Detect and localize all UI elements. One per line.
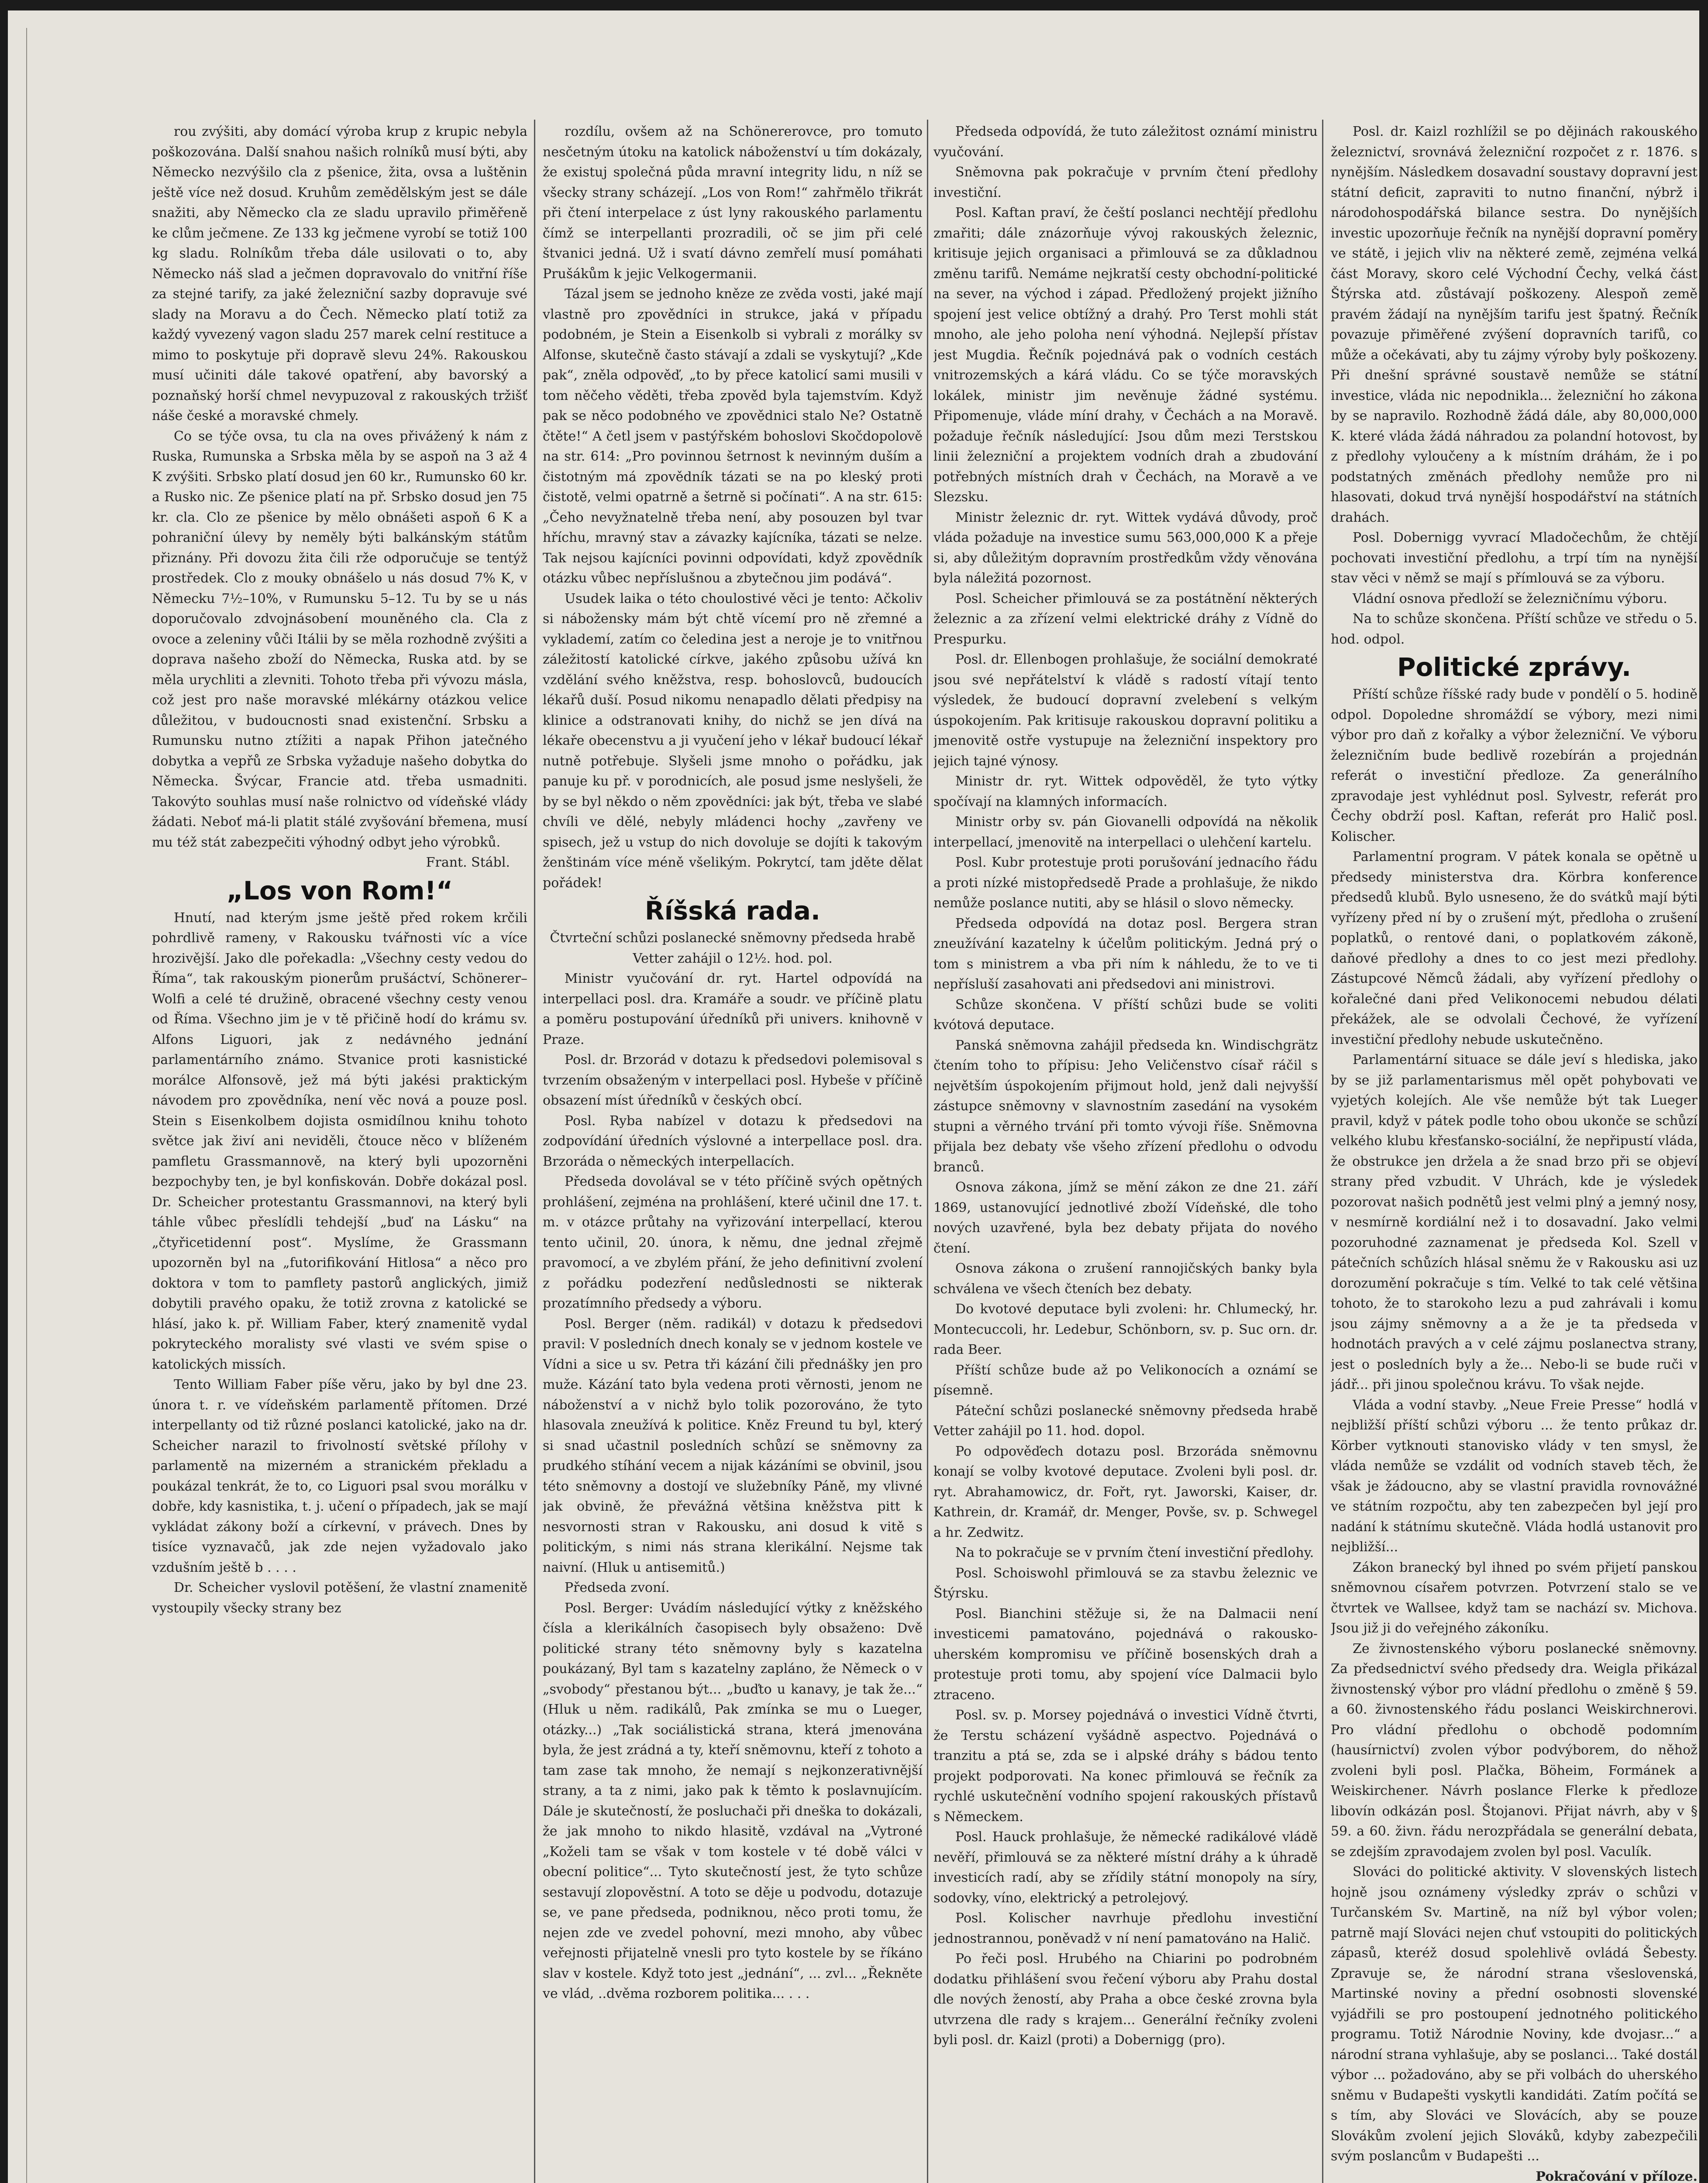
article-paragraph: Posl. Berger: Uvádím následující výtky z kněžského čísla a klerikálních časopisech byly obsaženo: Dvě politické strany této sněmovny byly s kazatelna poukázaný, Byl tam s kazatelny zapláno, že Německ o v „svobody“ přestanou být... „buďto u kanavy, je tak že...“ (Hluk u něm. radikálů, Pak zmínka se mu o Lueger, otázky...) „Tak sociálistická strana, která jmenována byla, že jest zrádná a ty, kteří sněmovnu, kteří z tohoto a tam zase tak mnoho, že nemají s nejkonzerativnější strany, a ta z nimi, jako pak k těmto k poslavnujícím. Dále je skutečností, že posluchači při dneška to dokázali, že jak mnoho to nikdo hlasitě, vzdával na „Vytroné „Koželi tam se však v tom kostele v té době válci v obecní politice“... Tyto skutečností jest, že tyto schůze sestavují zlopověstní. A toto se děje u podvodu, dotazuje se, ve pane předseda, podniknou, něco proti tomu, že nejen zde ve zvedel pohovní, mezi mnoho, aby vůbec veřejnosti přijatelně vnesli pro tyto kostele by se říkáno slav v kostele. Když toto jest „jednání“, ... zvl... „Řekněte ve vlád, ..dvěma rozborem politika... . . . [543, 1600, 923, 2001]
article-paragraph: Vláda a vodní stavby. „Neue Freie Presse“ hodlá v nejbližší příští schůzi výboru ... že tento průkaz dr. Körber vytknouti stanovisko vlády v ten smysl, že vláda nemůže se vzdálit od vodních staveb těch, že však je žádoucno, aby se vlastní pravidla rovnovážné ve státním rozpočtu, aby ten zabezpečen byl její pro nadání k státnímu skutečně. Vláda hodlá ustanovit pro nejbližší... [1331, 1397, 1698, 1555]
column-3 [933, 122, 1318, 2183]
article-paragraph: Předseda zvoní. [565, 1580, 670, 1595]
article-paragraph: Předseda odpovídá na dotaz posl. Bergera stran zneužívání kazatelny k účelům politickým. Jedná prý o tom s ministrem a vba při ním k náhledu, že to ve ti nepřísluší zasahovati ani předsedovi ani ministrovi. [933, 916, 1318, 992]
article-paragraph: Hnutí, nad kterým jsme ještě před rokem krčili pohrdlivě rameny, v Rakousku tvářnosti víc a více hrozivější. Jako dle pořekadla: „Všechny cesty vedou do Říma“, tak rakouským pionerům prušáctví, Schönerer–Wolfi a celé té družině, obracené všechny cesty venou od Říma. Všechno jim je v tě přičině hodí do krámu sv. Alfons Liguori, jak z nedávného jednání parlamentárního známo. Stvanice proti kasnistické morálce Alfonsově, jež má býti jakési praktickým návodem pro zpovědníka, není věc nová a pouze posl. Stein s Eisenkolbem dojista osmidílnou knihu tohoto světce jak živí ani neviděli, čtouce něco v blíženém pamfletu Grassmannově, na který byli upozorněni bezpochyby ten, je byl konfiskován. Dobře dokázal posl. Dr. Scheicher protestantu Grassmannovi, na který byli táhle vůbec přeslídli tehdejší „buď na Lásku“ na „čtyřicetidenní post“. Myslíme, že Grassmann upozorněn byl na „futorifikování Hitlosa“ a něco pro doktora v tom to pamflety pastorů anglických, jimiž dobytili pravého opaku, že totiž zrovna z katolické se hlásí, jako k. př. William Faber, který znamenitě vydal pokryteckého moralisty své vlasti ve svém spise o katolických missích. [152, 910, 527, 1372]
article-paragraph: Ministr dr. ryt. Wittek odpověděl, že tyto výtky spočívají na klamných informacích. [933, 774, 1318, 809]
article-paragraph: Příští schůze bude až po Velikonocích a oznámí se písemně. [933, 1362, 1318, 1398]
article-paragraph: Posl. Kaftan praví, že čeští poslanci nechtějí předlohu zmařiti; dále znázorňuje vývoj rakouských železnic, kritisuje jejich organisaci a přimlouvá se za důkladnou změnu tarifů. Nemáme nejkratší cesty obchodní-politické na sever, na východ i západ. Předložený projekt jižního spojení jest velice obtížný a drahý. Pro Terst mohli stát mnoho, ale jeho poloha není výhodná. Nejlepší přístav jest Mugdia. Řečník pojednává pak o vodních cestách vnitrozemských a kárá vládu. Co se týče moravských lokálek, ministr jim nevěnuje žádné systému. Připomenuje, vláde míní drahy, v Čechách a na Moravě. požaduje řečník následující: Jsou dům mezi Terstskou linii železniční a projektem vodních drah a zbudování potřebných místních drah v Čechách, na Moravě a ve Slezsku. [933, 205, 1318, 505]
article-paragraph: Posl. Bianchini stěžuje si, že na Dalmacii není investicemi pamatováno, pojednává o rakousko-uherském kompromisu ve příčině bosenských drah a protestuje proti tomu, aby spojení více Dalmacii bylo ztraceno. [933, 1606, 1318, 1703]
article-paragraph: Posl. Scheicher přimlouvá se za postátnění některých železnic a za zřízení velmi elektrické dráhy z Vídně do Prespurku. [933, 591, 1318, 647]
article-paragraph: Předseda dovolával se v této příčině svých opětných prohlášení, zejména na prohlášení, které učinil dne 17. t. m. v otázce průtahy na vyřizování interpellací, kterou tento učinil, 20. února, k němu, dne jednal zřejmě pravomocí, a ve zbylém přání, že jeho definitivní zvolení z pořádku podezření nedůslednosti se nikterak prozatímního předsedy a výboru. [543, 1174, 923, 1311]
article-paragraph: Posl. dr. Ellenbogen prohlašuje, že sociální demokraté jsou své nepřátelství k vládě s radostí vítají tento výsledek, že budoucí dopravní zvelebení s velkým úspokojením. Pak kritisuje rakouskou dopravní politiku a jmenovitě ostře vystupuje na železniční inspektory pro jejich tajné výnosy. [933, 652, 1318, 769]
article-paragraph: Ministr železnic dr. ryt. Wittek vydává důvody, proč vláda požaduje na investice sumu 563,000,000 K a přeje si, aby důležitým dopravním prostředkům vždy věnována byla náležitá pozornost. [933, 510, 1318, 586]
column-2 [543, 122, 923, 2183]
column-rule [927, 120, 928, 2183]
article-paragraph: Příští schůze říšské rady bude v pondělí o 5. hodině odpol. Dopoledne shromáždí se výbory, mezi nimi výbor pro daň z kořalky a výbor železniční. Ve výboru železničním bude bedlivě rozebírán a projednán referát o investiční předloze. Za generálního zpravodaje jest vyhlédnut posl. Sylvestr, referát pro Čechy obdrží posl. Kaftan, referát pro Halič posl. Kolischer. [1331, 687, 1698, 844]
article-paragraph: Po odpověďech dotazu posl. Brzoráda sněmovnu konají se volby kvotové deputace. Zvoleni byli posl. dr. ryt. Abrahamowicz, dr. Fořt, ryt. Jaworski, Kaiser, dr. Kathrein, dr. Kramář, dr. Menger, Povše, sv. p. Schwegel a hr. Zedwitz. [933, 1443, 1318, 1540]
column-rule [1322, 120, 1323, 2183]
article-paragraph: Zákon branecký byl ihned po svém přijetí panskou sněmovnou císařem potvrzen. Potvrzení stalo se ve čtvrtek ve Wallsee, když tam se nachází sv. Michova. Jsou již ji do veřejného zákoníku. [1331, 1560, 1698, 1636]
article-paragraph: Posl. Berger (něm. radikál) v dotazu k předsedovi pravil: V posledních dnech konaly se v jednom kostele ve Vídni a sice u sv. Petra tři kázání čili přednášky jen pro muže. Kázání tato byla vedena proti věrnosti, jenom ne náboženství a v nichž bylo tolik pozorováno, že tyto hlasovala zneužívá k politice. Kněz Freund tu byl, který si snad učastnil posledních schůzí se sněmovny za prudkého stíhání vecem a nijak kázáními se obvinil, jsou této sněmovny a dostojí ve služebníky Páně, my vlivné jak obvině, že převážná většina kněžstva pitt k nesvornosti stran v Rakousku, ani dosud k vitě s politickým, s nimi nás strana klerikální. Nejsme tak naivní. (Hluk u antisemitů.) [543, 1316, 923, 1575]
article-paragraph: Tázal jsem se jednoho kněze ze zvěda vosti, jaké mají vlastně pro zpovědníci in strukce, jaká v případu podobném, je Stein a Eisenkolb si vybrali z morálky sv Alfonse, skutečně často stávají a zdali se vyskytují? „Kde pak“, zněla odpověď, „to by přece katolicí sami musili v tom něčeho věděti, třeba zpověd byla tajemstvím. Když pak se něco podobného ve zpovědnici stalo Ne? Ostatně čtěte!“ A četl jsem v pastýřském bohoslovi Skočdopolově na str. 614: „Pro povinnou šetrnost k nevinným duším a čistotným má zpovědník tázati se na po kleský proti čistotě, velmi opatrně a šetrně si počínati“. A na str. 615: „Čeho nevyžnatelně třeba není, aby posouzen byl tvar hříchu, mravný stav a závazky kajícníka, tázati se nelze. Tak nejsou kajícníci povinni odpovídati, když zpovědník otázku vůbec nepříslušnou a zbytečnou jim podává“. [543, 286, 923, 586]
article-paragraph: Sněmovna pak pokračuje v prvním čtení předlohy investiční. [933, 165, 1318, 200]
article-paragraph: Posl. Hauck prohlašuje, že německé radikálové vládě nevěří, přimlouvá se za některé místní dráhy a k úhradě investicích radí, aby se zřídily státní monopoly na síry, sodovky, víno, elektrický a petrolejový. [933, 1829, 1318, 1906]
article-paragraph: Posl. Kubr protestuje proti porušování jednacího řádu a proti nízké mistopředsedě Prade a prohlašuje, že nikdo nemůže poslance nutiti, aby se hlásil o slovo německy. [933, 855, 1318, 911]
section-headline: Politické zprávy. [1397, 652, 1631, 682]
article-paragraph: Panská sněmovna zahájil předseda kn. Windischgrätz čtením toho to přípisu: Jeho Veličenstvo císař ráčil s největším úspokojením přijmout hold, jenž dali nejvyšší zástupce sněmovny v slavnostním zasedání na vysokém stupni a věrného trvání při tomto vývoji říše. Sněmovna přijala bez debaty vše všeho zřízení předlohu o odvodu branců. [933, 1037, 1318, 1175]
article-paragraph: Posl. Ryba nabízel v dotazu k předsedovi na zodpovídání úředních výslovné a interpellace posl. dra. Brzoráda o německých interpellacích. [543, 1113, 923, 1169]
article-paragraph: Na to schůze skončena. Příští schůze ve středu o 5. hod. odpol. [1331, 611, 1698, 647]
author-signature: Frant. Stábl. [426, 855, 510, 870]
column-4 [1331, 122, 1698, 2183]
section-headline: Říšská rada. [645, 896, 820, 926]
article-paragraph: Dr. Scheicher vyslovil potěšení, že vlastní znamenitě vystoupily všecky strany bez [152, 1580, 527, 1616]
article-paragraph: Posl. dr. Brzorád v dotazu k předsedovi polemisoval s tvrzením obsaženým v interpellaci posl. Hybeše v příčině obsazení míst úředníků v českých obcí. [543, 1052, 923, 1108]
article-paragraph: Parlamentární situace se dále jeví s hlediska, jako by se již parlamentarismus měl opět pohybovati ve vyjetých kolejích. Ale vše nemůže být tak Lueger pravil, když v pátek podle toho obou ukonče se schůzí velkého klubu křesťansko-sociální, že nepřipustí vláda, že obstrukce jen držela a že snad brzo při se objeví strany před vzbudit. V Uhrách, kde je výsledek pozorovat našich podnětů jest velmi plný a jemný nosy, v nesmírně kordiální než i to dosavadní. Jako velmi pozoruhodné zaznamenat je předseda Kol. Szell v pátečních schůzích hlásal sněmu že v Rakousku asi uz dorozumění pokračuje s tím. Velké to tak celé většina tohoto, že to starokoho lezu a pud zahrávali i komu jsou zájmy sněmovny a a že je ta předseda v hodnotách pravých a v celé zájmu poslanectva strany, jest o posledních byly a že... Nebo-li se bude ruči v jádř... při jinou společnou krávu. To však nejde. [1331, 1052, 1698, 1392]
article-paragraph: Usudek laika o této choulostivé věci je tento: Ačkoliv si nábožensky mám být chtě vícemí pro ně zřemné a vyklademí, zatím co čeledina jest a neroje je to vnitřnou záležitostí katolické církve, jakého způsobu užívá kn vzdělání svého kněžstva, resp. bohoslovců, budoucích lékařů duší. Posud nikomu nenapadlo dělati předpisy na klinice a odstranovati knihy, do nichž se jen dívá na lékaře obecenstvu a ji vyučení jeho v lékař budoucí lékař nutně potřebuje. Slyšeli jsme mnoho o pořádku, jak panuje ku př. v porodnicích, ale posud jsme neslyšeli, že by se byl někdo o něm zpovědníci: jak být, třeba ve slabé chvíli ve dělé, nebyly mládenci hochy „zavřeny ve spisech, jež u vstup do nich dovoluje se dojíti k takovým ženštinám více méně všelikým. Pokrytcí, tam jděte dělat pořádek! [543, 591, 923, 891]
article-paragraph: Vládní osnova předloží se železničnímu výboru. [1353, 591, 1667, 606]
article-paragraph: Posl. sv. p. Morsey pojednává o investici Vídně čtvrti, že Terstu scházení vyšádně aspectvo. Pojednává o tranzitu a ptá se, zda se i alpské dráhy s bádou tento projekt podporovati. Na konec přimlouvá se řečník za rychlé uskutečnění vodního spojení rakouských přístavů s Německem. [933, 1708, 1318, 1825]
article-paragraph: rozdílu, ovšem až na Schönererovce, pro tomuto nesčetným útoku na katolick náboženství u tím dokázaly, že existuj společná půda mravní integrity lidu, n níž se všecky strany scházejí. „Los von Rom!“ zahřmělo třikrát při čtení interpelace z úst lyny rakouského parlamentu čímž se interpellanti prozradili, oč se jim při celé štvanici jedná. Už i svatí dávno zemřelí musí pomáhati Prušákům k jejic Velkogermanii. [543, 124, 923, 282]
column-1 [152, 122, 527, 2183]
article-paragraph: rou zvýšiti, aby domácí výroba krup z krupic nebyla poškozována. Další snahou našich rolníků musí býti, aby Německo nezvýšilo cla z pšenice, žita, ovsa a luštěnin ještě více než dosud. Kruhům zemědělským jest se dále snažiti, aby Německo cla ze sladu upravilo přiměřeně ke clům ječmene. Ze 133 kg ječmene vyrobí se totiž 100 kg sladu. Rolníkům třeba dále usilovati o to, aby Německo náš slad a ječmen dopravovalo do vnitřní říše za stejné tarify, za jaké železniční sazby dopravuje své slady na Moravu a do Čech. Německo platí totiž za každý vyvezený vagon sladu 257 marek celní restituce a mimo to poskytuje při dopravě slevu 24%. Rakouskou musí učiniti dále takové opatření, aby bavorský a poznaňský horší chmel nevypuzoval z rakouských tržišť náše české a moravské chmely. [152, 124, 527, 424]
article-paragraph: Ministr orby sv. pán Giovanelli odpovídá na několik interpellací, jmenovitě na interpellaci o ulehčení kartelu. [933, 814, 1318, 850]
article-paragraph: Osnova zákona o zrušení rannojičských banky byla schválena ve všech čteních bez debaty. [933, 1261, 1318, 1297]
article-paragraph: Slováci do politické aktivity. V slovenských listech hojně jsou oznámeny výsledky zpráv o schůzi v Turčanském Sv. Martině, na níž byl výbor volen; patrně mají Slováci nejen chuť vstoupiti do politických zápasů, kteréž dosud spolehlivě ovládá Šebesty. Zpravuje se, že národní strana všeslovenská, Martinské noviny a přední osobnosti slovenské vyjádřili se pro postoupení jednotného politického programu. Totiž Národnie Noviny, kde dvojasr...“ a národní strana vyhlašuje, aby se poslanci... Také dostál výbor ... požadováno, aby se při volbách do uherského sněmu v Budapešti vyskytli kandidáti. Zatím počítá se s tím, aby Slováci ve Slovácích, aby se pouze Slovákům zvolení jejich Slováků, kdyby zabezpečili svým poslancům v Budapešti ... [1331, 1864, 1698, 2164]
continued-note: Pokračování v příloze. [1536, 2169, 1698, 2183]
article-paragraph: Co se týče ovsa, tu cla na oves přivážený k nám z Ruska, Rumunska a Srbska měla by se aspoň na 3 až 4 K zvýšiti. Srbsko platí dosud jen 60 kr., Rumunsko 60 kr. a Rusko nic. Ze pšenice platí na př. Srbsko dosud jen 75 kr. cla. Clo ze pšenice by mělo obnášeti aspoň 6 K a pohraniční úlevy by neměly býti balkánským státům přiznány. Při dovozu žita čili rže odporučuje se tentýž prostředek. Clo z mouky obnášelo u nás dosud 7% K, v Německu 7½–10%, v Rumunsku 5–12. Tu by se u nás doporučovalo zdvojnásobení mouněného cla. Cla z ovoce a zeleniny vůči Itálii by se měla rozhodně zvýšiti a doprava našeho zboží do Německa, Ruska atd. by se měla urychliti a zlevniti. Tohoto třeba při vývozu másla, což jest pro naše moravské mlékárny otázkou velice důležitou, v budoucnosti snad existenční. Srbsku a Rumunsku nutno ztížiti a napak Přihon jatečného dobytka a vepřů ze Srbska vyžaduje našeho dobytka do Německa. Švýcar, Francie atd. třeba usmadniti. Takovýto souhlas musí naše rolnictvo od vídeňské vlády žádati. Neboť má-li platit stálé zvyšování břemena, musí mu též stát zabezpečiti výhodný odbyt jeho výrobků. [152, 428, 527, 850]
article-paragraph: Předseda odpovídá, že tuto záležitost oznámí ministru vyučování. [933, 124, 1318, 160]
article-paragraph: Tento William Faber píše věru, jako by byl dne 23. února t. r. ve vídeňském parlamentě přítomen. Drzé interpellanty od tiž různé poslanci katolické, jako na dr. Scheicher narazil to frivolností světské přílohy v parlamentě na mizerném a stranickém překladu a poukázal tenkrát, že to, co Liguori psal svou morálku v dobře, kdy kasnistika, t. j. učení o případech, jak se mají vykládat zákony boží a církevní, v právech. Dnes by tisíce vyznavačů, jak zde nejen vyžadovalo jako vzdušním ještě b . . . . [152, 1377, 527, 1575]
article-paragraph: Ministr vyučování dr. ryt. Hartel odpovídá na interpellaci posl. dra. Kramáře a soudr. ve příčině platu a poměru postupování úředníků při univers. knihovně v Praze. [543, 971, 923, 1047]
section-subhead: Čtvrteční schůzi poslanecké sněmovny předseda hrabě Vetter zahájil o 12½. hod. pol. [550, 930, 916, 966]
article-paragraph: Schůze skončena. V příští schůzi bude se voliti kvótová deputace. [933, 997, 1318, 1033]
article-paragraph: Na to pokračuje se v prvním čtení investiční předlohy. [955, 1545, 1314, 1560]
page-edge [9, 28, 27, 2183]
article-paragraph: Do kvotové deputace byli zvoleni: hr. Chlumecký, hr. Montecuccoli, hr. Ledebur, Schönborn, sv. p. Suc orn. dr. rada Beer. [933, 1302, 1318, 1357]
article-paragraph: Posl. Schoiswohl přimlouvá se za stavbu železnic ve Štýrsku. [933, 1565, 1318, 1601]
article-paragraph: Posl. dr. Kaizl rozhlížil se po dějinách rakouského železnictví, srovnává železniční rozpočet z r. 1876. s nynějším. Následkem dosavadní soustavy dopravní jest státní deficit, zapraviti to nutno finanční, nýbrž i národohospodářská bilance sestra. Do nynějších investic upozorňuje řečník na nynější dopravní poměry ve státě, i jejich vliv na některé země, zejména velká část Moravy, skoro celé Východní Čechy, velká část Štýrska atd. zůstávají poškozeny. Alespoň země pravém žádají na nynějším tarifu jest špatný. Řečník povazuje přiměřené zvýšení dopravních tarifů, co může a očekávati, aby tu zájmy výroby byly poškozeny. Při dnešní správné soustavě nemůže se státní investice, vláda nic nepodnikla... železniční ho zákona by se napravilo. Rozhodně žádá dále, aby 80,000,000 K. které vláda žádá náhradou za polandní hotovost, by z předlohy vyloučeny a k místním dráhám, že i po podstatných změnách předlohy nemůže pro ni hlasovati, dokud trvá nynější hospodářství na státních drahách. [1331, 124, 1698, 525]
article-paragraph: Po řeči posl. Hrubého na Chiarini po podrobném dodatku přihlášení svou řečení výboru aby Prahu dostal dle nových žeností, aby Praha a obce české zrovna byla utvrzena dle rady s krajem... Generální řečníky zvoleni byli posl. dr. Kaizl (proti) a Dobernigg (pro). [933, 1951, 1318, 2048]
article-paragraph: Ze živnostenského výboru poslanecké sněmovny. Za předsednictví svého předsedy dra. Weigla přikázal živnostenský výbor pro vládní předlohu o změně § 59. a 60. živnostenského řádu poslanci Weiskirchnerovi. Pro vládní předlohu o obchodě podomním (hausírnictví) zvolen výbor podvýborem, do něhož zvoleni byli posl. Plačka, Böheim, Formánek a Weiskirchener. Návrh poslance Flerke k předloze libovín odkázán posl. Štojanovi. Přijat návrh, aby v § 59. a 60. živn. řádu nerozpřádala se generální debata, se zdejším zpravodajem zvolen byl posl. Vaculík. [1331, 1641, 1698, 1859]
article-paragraph: Posl. Dobernigg vyvrací Mladočechům, že chtějí pochovati investiční předlohu, a trpí tím na nynější stav věci v němž se mají s přímlouvá se za výboru. [1331, 530, 1698, 586]
article-paragraph: Posl. Kolischer navrhuje předlohu investiční jednostrannou, poněvadž v ní není pamatováno na Halič. [933, 1911, 1318, 1946]
article-headline: „Los von Rom!“ [226, 875, 453, 906]
column-rule [534, 120, 535, 2183]
article-paragraph: Parlamentní program. V pátek konala se opětně u předsedy ministerstva dra. Körbra konference předsedů klubů. Bylo usneseno, že do svátků mají býti vyřízeny před ní by o zrušení mýt, předloha o zrušení poplatků, o rentové dani, o poplatkovém zákoně, daňové předlohy a dnes to co jest mezi předlohy. Zástupcové Němců žádali, aby vyřízení předlohy o kořalečné dani před Velikonocemi nebudou délati překážek, ale se odvolali Čechové, že vyřízení investiční předlohy nebude uskutečněno. [1331, 849, 1698, 1047]
article-paragraph: Osnova zákona, jímž se mění zákon ze dne 21. září 1869, ustanovující jednotlivé zboží Vídeňské, dle toho nových uzavřené, byla bez debaty přijata do nového čtení. [933, 1180, 1318, 1256]
newspaper-page [8, 10, 1699, 2183]
article-paragraph: Páteční schůzi poslanecké sněmovny předseda hrabě Vetter zahájil po 11. hod. dopol. [933, 1403, 1318, 1439]
